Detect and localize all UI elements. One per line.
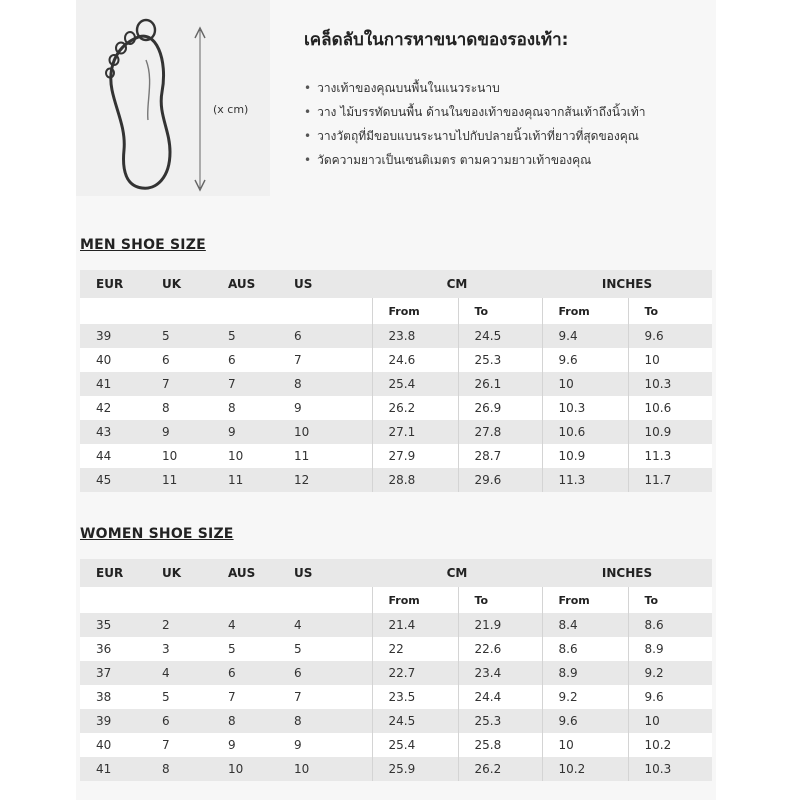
table-cell: 28.7: [458, 444, 542, 468]
table-cell: 10.9: [628, 420, 712, 444]
table-cell: 25.8: [458, 733, 542, 757]
table-cell: 11: [278, 444, 372, 468]
table-cell: 8: [212, 396, 278, 420]
foot-outline-icon: [76, 0, 270, 196]
table-cell: 10: [212, 757, 278, 781]
table-cell: 7: [146, 372, 212, 396]
table-row: [80, 348, 712, 372]
table-row: [80, 324, 712, 348]
table-cell: 5: [278, 637, 372, 661]
table-cell: 5: [212, 324, 278, 348]
col-inches: INCHES: [542, 559, 712, 587]
table-cell: 9: [212, 733, 278, 757]
col-cm-to: To: [458, 298, 542, 324]
table-cell: 10: [628, 348, 712, 372]
table-cell: 24.6: [372, 348, 458, 372]
col-cm-from: From: [372, 298, 458, 324]
table-cell: 9: [212, 420, 278, 444]
men-size-table: [80, 270, 712, 492]
table-cell: 11: [146, 468, 212, 492]
table-cell: 8: [278, 372, 372, 396]
table-cell: 9.6: [628, 324, 712, 348]
table-cell: 40: [80, 733, 146, 757]
table-cell: 24.5: [458, 324, 542, 348]
table-cell: 10.3: [628, 372, 712, 396]
table-cell: 39: [80, 324, 146, 348]
table-header-row: [80, 270, 712, 298]
table-cell: 10.6: [628, 396, 712, 420]
table-cell: 6: [146, 348, 212, 372]
table-cell: 25.3: [458, 709, 542, 733]
table-cell: 6: [146, 709, 212, 733]
table-row: [80, 420, 712, 444]
table-cell: 9: [146, 420, 212, 444]
table-cell: 6: [212, 661, 278, 685]
table-cell: 10.3: [542, 396, 628, 420]
table-cell: 44: [80, 444, 146, 468]
table-cell: 43: [80, 420, 146, 444]
table-cell: 11.3: [628, 444, 712, 468]
table-row: [80, 757, 712, 781]
table-cell: 37: [80, 661, 146, 685]
table-cell: 10.9: [542, 444, 628, 468]
table-cell: 26.1: [458, 372, 542, 396]
table-cell: 27.8: [458, 420, 542, 444]
table-cell: 7: [278, 348, 372, 372]
col-eur: EUR: [80, 559, 146, 587]
table-cell: 5: [212, 637, 278, 661]
table-cell: 22: [372, 637, 458, 661]
table-cell: 10: [542, 372, 628, 396]
table-cell: 8: [146, 396, 212, 420]
tip-item: • วาง ไม้บรรทัดบนพื้น ด้านในของเท้าของคุณจากส้นเท้าถึงนิ้วเท้า: [304, 100, 646, 124]
col-cm-to: To: [458, 587, 542, 613]
table-cell: 42: [80, 396, 146, 420]
size-guide-panel: [76, 0, 716, 800]
table-cell: 28.8: [372, 468, 458, 492]
women-section-title: WOMEN SHOE SIZE: [80, 526, 234, 542]
table-cell: 29.6: [458, 468, 542, 492]
table-row: [80, 396, 712, 420]
col-aus: AUS: [212, 559, 278, 587]
table-cell: 9: [278, 396, 372, 420]
table-cell: 2: [146, 613, 212, 637]
table-cell: 7: [146, 733, 212, 757]
table-cell: 7: [212, 372, 278, 396]
tip-item: • วางวัตถุที่มีขอบแบนระนาบไปกับปลายนิ้วเท้าที่ยาวที่สุดของคุณ: [304, 124, 646, 148]
table-cell: 39: [80, 709, 146, 733]
table-cell: 23.5: [372, 685, 458, 709]
table-cell: 10: [542, 733, 628, 757]
col-inch-from: From: [542, 298, 628, 324]
table-cell: 25.4: [372, 733, 458, 757]
table-cell: 4: [146, 661, 212, 685]
table-cell: 26.2: [372, 396, 458, 420]
table-cell: 40: [80, 348, 146, 372]
col-inch-to: To: [628, 298, 712, 324]
table-row: [80, 468, 712, 492]
table-cell: 26.2: [458, 757, 542, 781]
table-cell: 23.8: [372, 324, 458, 348]
table-cell: 10: [278, 420, 372, 444]
table-row: [80, 372, 712, 396]
foot-illustration-box: [76, 0, 270, 196]
table-cell: 22.7: [372, 661, 458, 685]
tips-title: เคล็ดลับในการหาขนาดของรองเท้า:: [304, 30, 569, 50]
table-cell: 8.6: [542, 637, 628, 661]
table-subheader-row: [80, 587, 712, 613]
table-cell: 10: [146, 444, 212, 468]
table-row: [80, 709, 712, 733]
table-cell: 9: [278, 733, 372, 757]
col-cm: CM: [372, 270, 542, 298]
table-row: [80, 685, 712, 709]
women-table-body: [80, 613, 712, 781]
col-eur: EUR: [80, 270, 146, 298]
measuring-guide: [76, 0, 716, 198]
col-uk: UK: [146, 270, 212, 298]
table-cell: 45: [80, 468, 146, 492]
table-cell: 5: [146, 685, 212, 709]
table-cell: 9.2: [542, 685, 628, 709]
table-cell: 41: [80, 372, 146, 396]
table-cell: 8.4: [542, 613, 628, 637]
table-cell: 41: [80, 757, 146, 781]
table-cell: 21.9: [458, 613, 542, 637]
table-cell: 36: [80, 637, 146, 661]
col-inch-from: From: [542, 587, 628, 613]
table-cell: 25.3: [458, 348, 542, 372]
table-cell: 7: [278, 685, 372, 709]
table-cell: 3: [146, 637, 212, 661]
table-cell: 8: [212, 709, 278, 733]
table-cell: 10.2: [542, 757, 628, 781]
table-cell: 25.4: [372, 372, 458, 396]
table-cell: 27.9: [372, 444, 458, 468]
table-cell: 24.5: [372, 709, 458, 733]
women-size-table: [80, 559, 712, 781]
col-inch-to: To: [628, 587, 712, 613]
table-cell: 8.9: [628, 637, 712, 661]
table-cell: 6: [212, 348, 278, 372]
table-cell: 11.3: [542, 468, 628, 492]
table-cell: 10: [628, 709, 712, 733]
table-row: [80, 733, 712, 757]
table-cell: 10: [278, 757, 372, 781]
table-cell: 9.6: [542, 709, 628, 733]
table-cell: 4: [278, 613, 372, 637]
col-aus: AUS: [212, 270, 278, 298]
table-cell: 24.4: [458, 685, 542, 709]
table-cell: 8: [278, 709, 372, 733]
table-cell: 6: [278, 661, 372, 685]
table-cell: 26.9: [458, 396, 542, 420]
table-cell: 27.1: [372, 420, 458, 444]
tip-item: • วัดความยาวเป็นเซนติเมตร ตามความยาวเท้าของคุณ: [304, 148, 646, 172]
col-inches: INCHES: [542, 270, 712, 298]
table-row: [80, 444, 712, 468]
table-cell: 23.4: [458, 661, 542, 685]
dimension-label: (x cm): [213, 103, 249, 116]
table-cell: 10.6: [542, 420, 628, 444]
table-header-row: [80, 559, 712, 587]
men-table-body: [80, 324, 712, 492]
table-cell: 11: [212, 468, 278, 492]
table-cell: 9.4: [542, 324, 628, 348]
col-us: US: [278, 270, 372, 298]
col-uk: UK: [146, 559, 212, 587]
table-cell: 25.9: [372, 757, 458, 781]
table-cell: 12: [278, 468, 372, 492]
table-cell: 9.6: [628, 685, 712, 709]
col-us: US: [278, 559, 372, 587]
table-cell: 6: [278, 324, 372, 348]
table-cell: 38: [80, 685, 146, 709]
table-cell: 4: [212, 613, 278, 637]
table-cell: 5: [146, 324, 212, 348]
table-row: [80, 637, 712, 661]
table-cell: 9.2: [628, 661, 712, 685]
table-row: [80, 661, 712, 685]
tip-item: • วางเท้าของคุณบนพื้นในแนวระนาบ: [304, 76, 646, 100]
table-cell: 22.6: [458, 637, 542, 661]
table-cell: 8.6: [628, 613, 712, 637]
table-subheader-row: [80, 298, 712, 324]
table-row: [80, 613, 712, 637]
table-cell: 7: [212, 685, 278, 709]
table-cell: 10.2: [628, 733, 712, 757]
table-cell: 8.9: [542, 661, 628, 685]
table-cell: 11.7: [628, 468, 712, 492]
col-cm: CM: [372, 559, 542, 587]
table-cell: 10: [212, 444, 278, 468]
tips-list: [304, 76, 646, 172]
table-cell: 8: [146, 757, 212, 781]
men-section-title: MEN SHOE SIZE: [80, 237, 206, 253]
table-cell: 9.6: [542, 348, 628, 372]
table-cell: 21.4: [372, 613, 458, 637]
col-cm-from: From: [372, 587, 458, 613]
table-cell: 35: [80, 613, 146, 637]
table-cell: 10.3: [628, 757, 712, 781]
